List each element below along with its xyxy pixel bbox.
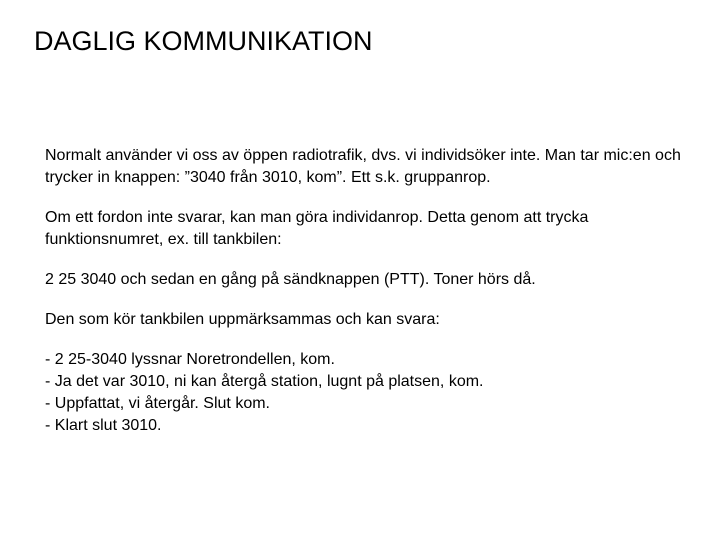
dialogue-line: - 2 25-3040 lyssnar Noretrondellen, kom. (45, 351, 335, 368)
dialogue-list (45, 349, 705, 437)
dialogue-line: - Uppfattat, vi återgår. Slut kom. (45, 395, 270, 412)
paragraph-individual-call: Om ett fordon inte svarar, kan man göra individanrop. Detta genom att trycka funktionsnumret, ex. till tankbilen: (45, 209, 589, 248)
slide-body (45, 145, 705, 437)
paragraph-call-sequence: 2 25 3040 och sedan en gång på sändknappen (PTT). Toner hörs då. (45, 271, 536, 288)
paragraph-open-radio: Normalt använder vi oss av öppen radiotrafik, dvs. vi individsöker inte. Man tar mic:en och trycker in knappen: ”3040 från 3010, kom”. Ett s.k. gruppanrop. (45, 147, 681, 186)
paragraph-tanker-response: Den som kör tankbilen uppmärksammas och kan svara: (45, 311, 440, 328)
slide-title: DAGLIG KOMMUNIKATION (34, 26, 373, 56)
dialogue-line: - Ja det var 3010, ni kan återgå station, lugnt på platsen, kom. (45, 373, 484, 390)
dialogue-line: - Klart slut 3010. (45, 417, 162, 434)
